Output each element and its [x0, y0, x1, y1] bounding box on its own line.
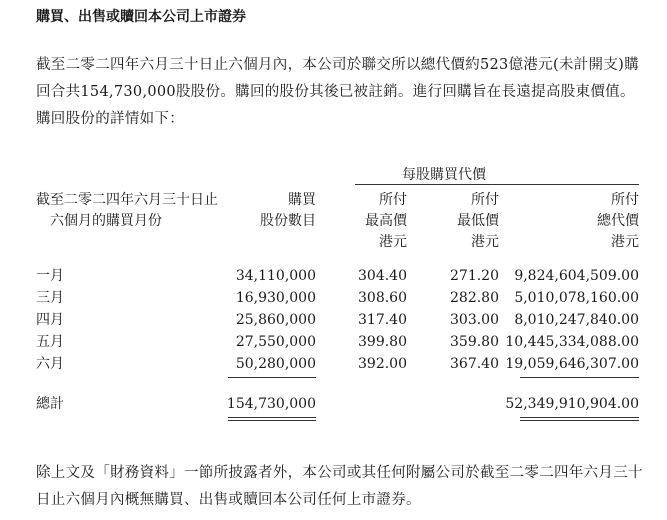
cell-shares: 34,110,000	[235, 268, 316, 284]
cell-low: 359.80	[450, 334, 499, 350]
header-high-line2: 最高價	[365, 213, 407, 229]
cell-total: 19,059,646,307.00	[505, 356, 639, 372]
header-total-line3: 港元	[611, 234, 639, 250]
header-total-line1: 所付	[611, 192, 639, 208]
cell-high: 399.80	[358, 334, 407, 350]
cell-month: 四月	[36, 312, 64, 328]
cell-high: 308.60	[358, 290, 407, 306]
total-subtotal-rule	[520, 377, 639, 378]
cell-month: 六月	[36, 356, 64, 372]
cell-month: 一月	[36, 268, 64, 284]
header-month-line1: 截至二零二四年六月三十日止	[36, 192, 218, 208]
header-low-line1: 所付	[471, 192, 499, 208]
cell-high: 304.40	[358, 268, 407, 284]
total-consideration: 52,349,910,904.00	[505, 396, 639, 412]
cell-shares: 27,550,000	[235, 334, 316, 350]
cell-shares: 25,860,000	[235, 312, 316, 328]
group-header: 每股購買代價	[402, 167, 486, 183]
cell-low: 282.80	[450, 290, 499, 306]
section-heading: 購買、出售或贖回本公司上市證券	[36, 9, 246, 25]
total-label: 總計	[36, 396, 64, 412]
total-double-rule-1	[520, 417, 639, 418]
cell-total: 5,010,078,160.00	[514, 290, 639, 306]
total-shares: 154,730,000	[226, 396, 316, 412]
cell-total: 8,010,247,840.00	[514, 312, 639, 328]
shares-total-double-rule-1	[228, 417, 316, 418]
group-header-rule	[355, 184, 639, 185]
shares-total-double-rule-2	[228, 420, 316, 421]
intro-paragraph: 截至二零二四年六月三十日止六個月內，本公司於聯交所以總代價約523億港元(未計開支)購回合共154,730,000股股份。購回的股份其後已被註銷。進行回購旨在長遠提高股東價值。購回股份的詳情如下：	[36, 57, 639, 127]
cell-low: 367.40	[450, 356, 499, 372]
cell-month: 三月	[36, 290, 64, 306]
cell-low: 271.20	[450, 268, 499, 284]
cell-month: 五月	[36, 334, 64, 350]
closing-paragraph: 除上文及「財務資料」一節所披露者外，本公司或其任何附屬公司於截至二零二四年六月三十日止六個月內概無購買、出售或贖回本公司任何上市證券。	[36, 465, 643, 508]
cell-total: 9,824,604,509.00	[514, 268, 639, 284]
header-low-line2: 最低價	[457, 213, 499, 229]
cell-shares: 16,930,000	[235, 290, 316, 306]
header-month-line2: 六個月的購買月份	[50, 213, 162, 229]
cell-high: 317.40	[358, 312, 407, 328]
cell-low: 303.00	[450, 312, 499, 328]
cell-total: 10,445,334,088.00	[505, 334, 639, 350]
header-high-line3: 港元	[379, 234, 407, 250]
total-double-rule-2	[520, 420, 639, 421]
header-total-line2: 總代價	[597, 213, 639, 229]
header-shares-line1: 購買	[288, 192, 316, 208]
shares-subtotal-rule	[228, 377, 316, 378]
cell-high: 392.00	[358, 356, 407, 372]
header-low-line3: 港元	[471, 234, 499, 250]
cell-shares: 50,280,000	[235, 356, 316, 372]
header-shares-line2: 股份數目	[260, 213, 316, 229]
header-high-line1: 所付	[379, 192, 407, 208]
